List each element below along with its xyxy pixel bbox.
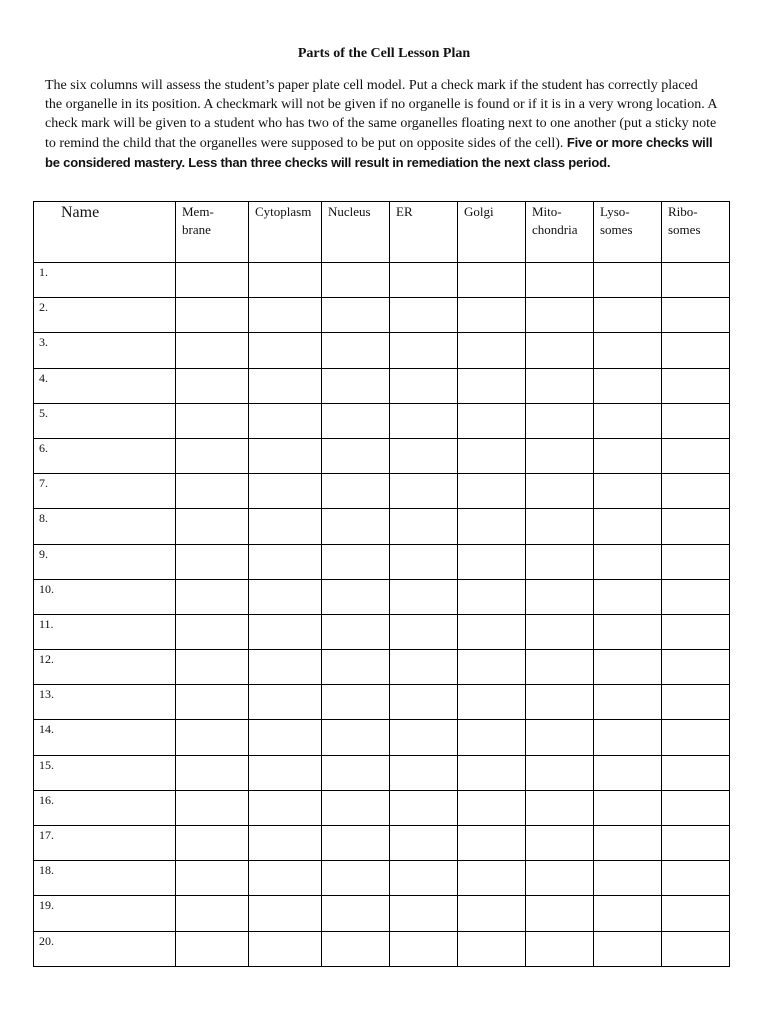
checkmark-cell[interactable]: [662, 298, 730, 333]
checkmark-cell[interactable]: [176, 685, 249, 720]
checkmark-cell[interactable]: [390, 368, 458, 403]
checkmark-cell[interactable]: [526, 403, 594, 438]
checkmark-cell[interactable]: [526, 474, 594, 509]
checkmark-cell[interactable]: [176, 474, 249, 509]
checkmark-cell[interactable]: [662, 826, 730, 861]
row-number: 1.: [39, 265, 48, 279]
checkmark-cell[interactable]: [176, 544, 249, 579]
table-row: [34, 685, 730, 720]
checkmark-cell[interactable]: [662, 931, 730, 966]
column-header-label: Mito-: [532, 204, 562, 219]
checkmark-cell[interactable]: [594, 755, 662, 790]
checkmark-cell[interactable]: [249, 333, 322, 368]
checkmark-cell[interactable]: [249, 614, 322, 649]
column-header-lysosomes: [594, 202, 662, 263]
student-name-cell[interactable]: [34, 403, 176, 438]
checkmark-cell[interactable]: [526, 333, 594, 368]
checkmark-cell[interactable]: [526, 826, 594, 861]
student-name-cell[interactable]: [34, 474, 176, 509]
instructions-paragraph: [45, 76, 717, 173]
checkmark-cell[interactable]: [458, 790, 526, 825]
column-header-name: [34, 202, 176, 263]
column-header-cytoplasm: [249, 202, 322, 263]
checkmark-cell[interactable]: [249, 790, 322, 825]
checkmark-cell[interactable]: [390, 263, 458, 298]
checkmark-cell[interactable]: [526, 896, 594, 931]
checkmark-cell[interactable]: [176, 298, 249, 333]
student-name-cell[interactable]: [34, 896, 176, 931]
checkmark-cell[interactable]: [458, 333, 526, 368]
student-name-cell[interactable]: [34, 826, 176, 861]
checkmark-cell[interactable]: [458, 403, 526, 438]
checkmark-cell[interactable]: [458, 826, 526, 861]
checkmark-cell[interactable]: [458, 368, 526, 403]
checkmark-cell[interactable]: [594, 579, 662, 614]
checkmark-cell[interactable]: [176, 720, 249, 755]
checkmark-cell[interactable]: [458, 438, 526, 473]
checkmark-cell[interactable]: [662, 509, 730, 544]
checkmark-cell[interactable]: [526, 650, 594, 685]
student-name-cell[interactable]: [34, 614, 176, 649]
checkmark-cell[interactable]: [526, 579, 594, 614]
checkmark-cell[interactable]: [594, 826, 662, 861]
checkmark-cell[interactable]: [662, 685, 730, 720]
checkmark-cell[interactable]: [176, 755, 249, 790]
checkmark-cell[interactable]: [526, 720, 594, 755]
column-header-label: Cytoplasm: [255, 204, 312, 219]
student-name-cell[interactable]: [34, 579, 176, 614]
checkmark-cell[interactable]: [526, 544, 594, 579]
checkmark-cell[interactable]: [322, 579, 390, 614]
checkmark-cell[interactable]: [662, 403, 730, 438]
row-number: 17.: [39, 828, 54, 842]
checkmark-cell[interactable]: [176, 826, 249, 861]
checkmark-cell[interactable]: [249, 298, 322, 333]
table-row: [34, 896, 730, 931]
table-row: [34, 403, 730, 438]
row-number: 12.: [39, 652, 54, 667]
checkmark-cell[interactable]: [322, 263, 390, 298]
checkmark-cell[interactable]: [526, 614, 594, 649]
table-row: [34, 474, 730, 509]
table-row: [34, 931, 730, 966]
row-number: 4.: [39, 370, 48, 385]
student-name-cell[interactable]: [34, 861, 176, 896]
checkmark-cell[interactable]: [322, 790, 390, 825]
checkmark-cell[interactable]: [662, 614, 730, 649]
checkmark-cell[interactable]: [176, 931, 249, 966]
checkmark-cell[interactable]: [526, 861, 594, 896]
student-name-cell[interactable]: [34, 298, 176, 333]
table-row: [34, 544, 730, 579]
checkmark-cell[interactable]: [249, 685, 322, 720]
row-number: 13.: [39, 687, 54, 702]
table-row: [34, 263, 730, 298]
table-row: [34, 790, 730, 825]
column-header-label: Golgi: [464, 204, 494, 219]
checkmark-cell[interactable]: [390, 579, 458, 614]
checkmark-cell[interactable]: [176, 263, 249, 298]
checkmark-cell[interactable]: [176, 368, 249, 403]
table-row: [34, 298, 730, 333]
checkmark-cell[interactable]: [322, 650, 390, 685]
checkmark-cell[interactable]: [390, 298, 458, 333]
checkmark-cell[interactable]: [662, 861, 730, 896]
table-row: [34, 509, 730, 544]
checkmark-cell[interactable]: [594, 650, 662, 685]
checkmark-cell[interactable]: [176, 333, 249, 368]
assessment-table: [33, 201, 730, 967]
column-header-label: Mem-: [182, 204, 214, 219]
checkmark-cell[interactable]: [526, 755, 594, 790]
checkmark-cell[interactable]: [390, 931, 458, 966]
checkmark-cell[interactable]: [176, 403, 249, 438]
checkmark-cell[interactable]: [176, 579, 249, 614]
checkmark-cell[interactable]: [594, 333, 662, 368]
checkmark-cell[interactable]: [594, 614, 662, 649]
checkmark-cell[interactable]: [176, 509, 249, 544]
checkmark-cell[interactable]: [458, 614, 526, 649]
checkmark-cell[interactable]: [390, 509, 458, 544]
table-row: [34, 826, 730, 861]
checkmark-cell[interactable]: [322, 896, 390, 931]
checkmark-cell[interactable]: [390, 438, 458, 473]
checkmark-cell[interactable]: [322, 685, 390, 720]
checkmark-cell[interactable]: [458, 650, 526, 685]
student-name-cell[interactable]: [34, 790, 176, 825]
checkmark-cell[interactable]: [390, 333, 458, 368]
checkmark-cell[interactable]: [322, 438, 390, 473]
checkmark-cell[interactable]: [249, 263, 322, 298]
checkmark-cell[interactable]: [322, 333, 390, 368]
row-number: 20.: [39, 933, 54, 948]
checkmark-cell[interactable]: [176, 896, 249, 931]
checkmark-cell[interactable]: [322, 298, 390, 333]
checkmark-cell[interactable]: [458, 685, 526, 720]
checkmark-cell[interactable]: [458, 298, 526, 333]
checkmark-cell[interactable]: [594, 931, 662, 966]
checkmark-cell[interactable]: [594, 298, 662, 333]
student-name-cell[interactable]: [34, 720, 176, 755]
checkmark-cell[interactable]: [526, 685, 594, 720]
row-number: 18.: [39, 863, 54, 878]
checkmark-cell[interactable]: [458, 896, 526, 931]
checkmark-cell[interactable]: [594, 685, 662, 720]
checkmark-cell[interactable]: [458, 861, 526, 896]
checkmark-cell[interactable]: [322, 861, 390, 896]
checkmark-cell[interactable]: [249, 755, 322, 790]
checkmark-cell[interactable]: [458, 544, 526, 579]
checkmark-cell[interactable]: [662, 333, 730, 368]
student-name-cell[interactable]: [34, 755, 176, 790]
column-header-label: Name: [61, 204, 100, 221]
checkmark-cell[interactable]: [249, 720, 322, 755]
checkmark-cell[interactable]: [390, 544, 458, 579]
student-name-cell[interactable]: [34, 263, 176, 298]
checkmark-cell[interactable]: [526, 298, 594, 333]
checkmark-cell[interactable]: [249, 861, 322, 896]
checkmark-cell[interactable]: [594, 720, 662, 755]
checkmark-cell[interactable]: [594, 368, 662, 403]
student-name-cell[interactable]: [34, 931, 176, 966]
checkmark-cell[interactable]: [249, 544, 322, 579]
checkmark-cell[interactable]: [390, 474, 458, 509]
checkmark-cell[interactable]: [249, 438, 322, 473]
checkmark-cell[interactable]: [176, 438, 249, 473]
column-header-nucleus: [322, 202, 390, 263]
checkmark-cell[interactable]: [249, 474, 322, 509]
checkmark-cell[interactable]: [594, 438, 662, 473]
checkmark-cell[interactable]: [594, 544, 662, 579]
checkmark-cell[interactable]: [249, 826, 322, 861]
column-header-label: ER: [396, 204, 413, 219]
checkmark-cell[interactable]: [390, 685, 458, 720]
checkmark-cell[interactable]: [662, 544, 730, 579]
column-header-label-line2: somes: [668, 222, 701, 237]
table-row: [34, 368, 730, 403]
document-title: Parts of the Cell Lesson Plan: [297, 46, 471, 61]
checkmark-cell[interactable]: [249, 368, 322, 403]
checkmark-cell[interactable]: [322, 931, 390, 966]
checkmark-cell[interactable]: [662, 755, 730, 790]
checkmark-cell[interactable]: [662, 438, 730, 473]
student-name-cell[interactable]: [34, 333, 176, 368]
row-number: 9.: [39, 546, 48, 561]
checkmark-cell[interactable]: [322, 720, 390, 755]
student-name-cell[interactable]: [34, 650, 176, 685]
column-header-label-line2: chondria: [532, 222, 578, 237]
checkmark-cell[interactable]: [594, 509, 662, 544]
checkmark-cell[interactable]: [390, 614, 458, 649]
instructions-text: The six columns will assess the student’s paper plate cell model. Put a check mark if the student has correctly placed the organelle in its position. A checkmark will not be given if no organelle is found or if it is in a very wrong location. A check mark will be given to a student who has two of the same organelles floating next to one another (put a sticky note to remind the child that the organelles were supposed to be put on opposite sides of the cell).: [45, 78, 717, 151]
checkmark-cell[interactable]: [390, 720, 458, 755]
checkmark-cell[interactable]: [249, 509, 322, 544]
checkmark-cell[interactable]: [249, 579, 322, 614]
checkmark-cell[interactable]: [526, 790, 594, 825]
checkmark-cell[interactable]: [662, 474, 730, 509]
checkmark-cell[interactable]: [322, 544, 390, 579]
column-header-label: Lyso-: [600, 204, 630, 219]
checkmark-cell[interactable]: [594, 263, 662, 298]
student-name-cell[interactable]: [34, 544, 176, 579]
row-number: 2.: [39, 300, 48, 315]
checkmark-cell[interactable]: [249, 403, 322, 438]
checkmark-cell[interactable]: [249, 896, 322, 931]
checkmark-cell[interactable]: [662, 368, 730, 403]
row-number: 11.: [39, 616, 54, 631]
column-header-er: [390, 202, 458, 263]
checkmark-cell[interactable]: [526, 368, 594, 403]
checkmark-cell[interactable]: [176, 614, 249, 649]
student-name-cell[interactable]: [34, 368, 176, 403]
student-name-cell[interactable]: [34, 685, 176, 720]
checkmark-cell[interactable]: [176, 861, 249, 896]
checkmark-cell[interactable]: [249, 650, 322, 685]
table-row: [34, 438, 730, 473]
row-number: 3.: [39, 335, 48, 350]
column-header-membrane: [176, 202, 249, 263]
checkmark-cell[interactable]: [176, 650, 249, 685]
row-number: 5.: [39, 405, 48, 420]
column-header-label-line2: brane: [182, 222, 211, 237]
checkmark-cell[interactable]: [390, 755, 458, 790]
checkmark-cell[interactable]: [390, 826, 458, 861]
checkmark-cell[interactable]: [390, 896, 458, 931]
checkmark-cell[interactable]: [526, 438, 594, 473]
checkmark-cell[interactable]: [594, 896, 662, 931]
column-header-label: Ribo-: [668, 204, 698, 219]
checkmark-cell[interactable]: [176, 790, 249, 825]
checkmark-cell[interactable]: [458, 931, 526, 966]
checkmark-cell[interactable]: [526, 509, 594, 544]
checkmark-cell[interactable]: [322, 474, 390, 509]
row-number: 16.: [39, 792, 54, 807]
table-row: [34, 579, 730, 614]
checkmark-cell[interactable]: [662, 720, 730, 755]
column-header-label-line2: somes: [600, 222, 633, 237]
column-header-ribosomes: [662, 202, 730, 263]
table-row: [34, 333, 730, 368]
table-row: [34, 861, 730, 896]
checkmark-cell[interactable]: [390, 861, 458, 896]
checkmark-cell[interactable]: [662, 579, 730, 614]
mastery-criteria-text: Five or more checks will be considered mastery. Less than three checks will result in remediation the next class period.: [45, 135, 713, 170]
checkmark-cell[interactable]: [594, 790, 662, 825]
checkmark-cell[interactable]: [594, 474, 662, 509]
checkmark-cell[interactable]: [662, 790, 730, 825]
row-number: 8.: [39, 511, 48, 526]
row-number: 14.: [39, 722, 54, 737]
checkmark-cell[interactable]: [390, 650, 458, 685]
row-number: 7.: [39, 476, 48, 491]
checkmark-cell[interactable]: [662, 650, 730, 685]
row-number: 15.: [39, 757, 54, 772]
checkmark-cell[interactable]: [458, 509, 526, 544]
checkmark-cell[interactable]: [526, 931, 594, 966]
row-number: 6.: [39, 440, 48, 455]
checkmark-cell[interactable]: [390, 790, 458, 825]
table-body: [34, 263, 730, 967]
table-row: [34, 614, 730, 649]
checkmark-cell[interactable]: [458, 474, 526, 509]
checkmark-cell[interactable]: [458, 579, 526, 614]
checkmark-cell[interactable]: [662, 263, 730, 298]
table-row: [34, 650, 730, 685]
checkmark-cell[interactable]: [594, 861, 662, 896]
checkmark-cell[interactable]: [458, 263, 526, 298]
checkmark-cell[interactable]: [322, 826, 390, 861]
column-header-label: Nucleus: [328, 204, 371, 219]
checkmark-cell[interactable]: [322, 755, 390, 790]
student-name-cell[interactable]: [34, 509, 176, 544]
checkmark-cell[interactable]: [249, 931, 322, 966]
checkmark-cell[interactable]: [662, 896, 730, 931]
checkmark-cell[interactable]: [390, 403, 458, 438]
row-number: 19.: [39, 898, 54, 913]
column-header-mitochondria: [526, 202, 594, 263]
table-row: [34, 755, 730, 790]
column-header-golgi: [458, 202, 526, 263]
checkmark-cell[interactable]: [594, 403, 662, 438]
checkmark-cell[interactable]: [322, 368, 390, 403]
checkmark-cell[interactable]: [458, 720, 526, 755]
checkmark-cell[interactable]: [458, 755, 526, 790]
checkmark-cell[interactable]: [322, 403, 390, 438]
checkmark-cell[interactable]: [322, 509, 390, 544]
table-header-row: [34, 202, 730, 263]
table-row: [34, 720, 730, 755]
checkmark-cell[interactable]: [322, 614, 390, 649]
row-number: 10.: [39, 581, 54, 596]
student-name-cell[interactable]: [34, 438, 176, 473]
checkmark-cell[interactable]: [526, 263, 594, 298]
